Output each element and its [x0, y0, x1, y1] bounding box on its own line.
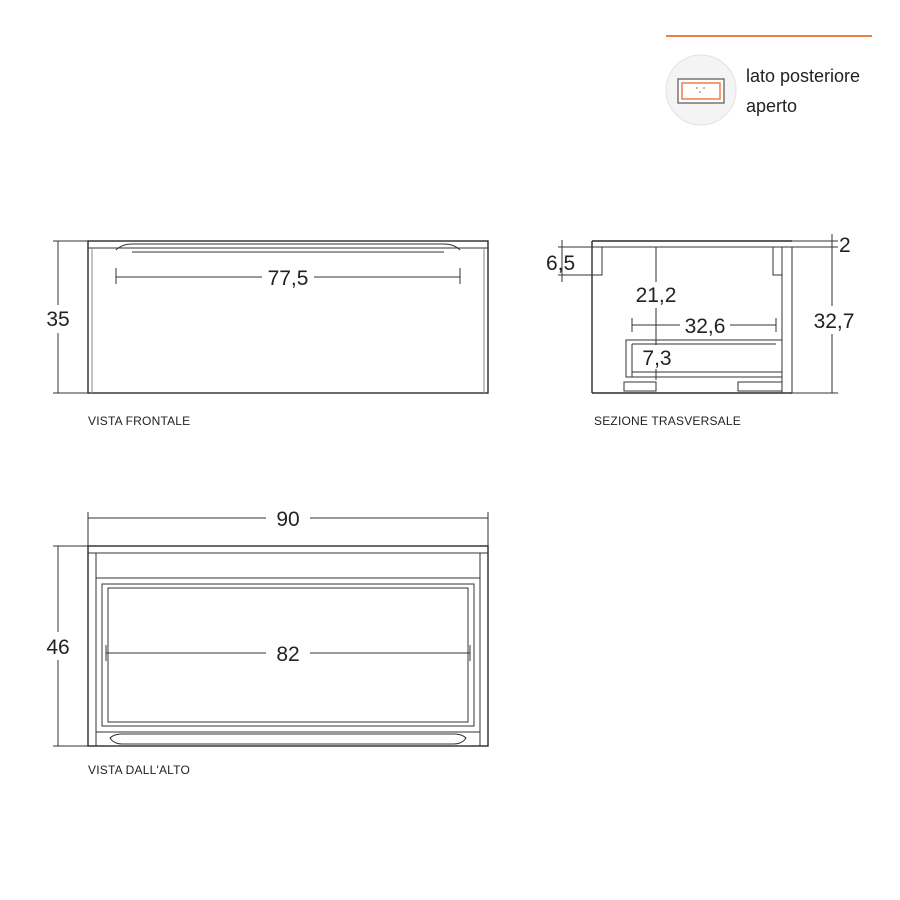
top-view-caption: VISTA DALL'ALTO [88, 763, 190, 777]
top-handle-outline [110, 734, 466, 744]
top-depth-label: 46 [46, 636, 70, 659]
section-rear-handle [592, 247, 602, 275]
section-front-panel [782, 247, 792, 393]
section-drawer-depth-label: 32,6 [684, 315, 726, 338]
front-cabinet-outline [88, 241, 488, 393]
top-width-label: 90 [276, 508, 300, 531]
section-drawer-height-label: 7,3 [642, 347, 672, 370]
section-top-thickness-label: 2 [839, 234, 851, 257]
section-runner-rear [624, 382, 656, 391]
front-height-label: 35 [46, 308, 70, 331]
section-runner-front [738, 382, 782, 391]
legend [666, 36, 872, 125]
legend-label-line2: aperto [746, 96, 798, 116]
section-view [546, 234, 860, 428]
top-view [38, 508, 488, 777]
section-view-caption: SEZIONE TRASVERSALE [594, 414, 741, 428]
top-inner-width-label: 82 [276, 643, 300, 666]
front-view-caption: VISTA FRONTALE [88, 414, 191, 428]
section-drawer-offset-label: 21,2 [635, 284, 677, 307]
section-inner-height-label: 32,7 [813, 310, 855, 333]
front-handle-recess [116, 244, 460, 250]
front-handle-width-label: 77,5 [267, 267, 309, 290]
section-front-handle [773, 247, 782, 275]
front-view [38, 241, 488, 428]
legend-label-line1: lato posteriore [746, 66, 861, 86]
section-handle-height-label: 6,5 [546, 252, 576, 275]
open-back-icon [666, 55, 736, 125]
